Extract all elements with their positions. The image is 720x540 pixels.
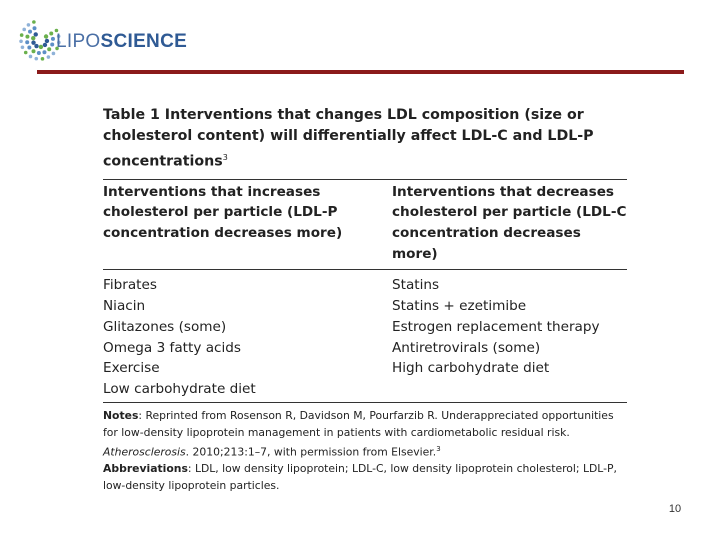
logo-dot — [45, 39, 49, 43]
logo-dot — [31, 36, 35, 40]
left-column-header: Interventions that increases cholesterol per particle (LDL-P concentration decreases more) — [103, 183, 343, 241]
logo-dot — [49, 32, 53, 36]
logo-dot — [47, 47, 51, 51]
table-caption: Table 1 Interventions that changes LDL composition (size or cholesterol content) will differentially affect LDL-C and LDL-P concentrations$^3$ — [103, 107, 594, 170]
right-column-items — [365, 275, 627, 400]
logo-dot — [22, 28, 26, 32]
right-item: Statins — [392, 277, 440, 294]
logo-dot — [34, 44, 38, 48]
logo-dot — [34, 32, 38, 36]
logo-dot — [19, 39, 23, 43]
right-item: High carbohydrate diet — [392, 360, 550, 377]
logo-dot — [27, 23, 31, 27]
brand-name-bold: SCIENCE — [100, 31, 188, 52]
table-header-row — [103, 180, 627, 269]
table-body — [103, 270, 627, 402]
logo-dot — [21, 45, 25, 49]
logo-dot — [44, 34, 48, 38]
logo-dot — [20, 33, 24, 37]
logo-dot — [33, 26, 37, 30]
logo-dot — [25, 35, 29, 39]
logo-dot — [43, 43, 47, 47]
logo-dot — [27, 45, 31, 49]
right-item: Antiretrovirals (some) — [392, 339, 541, 356]
notes-paragraph: Notes: Reprinted from Rosenson R, Davidson M, Pourfarzib R. Underappreciated opportunities for low-density lipoprotein management in patients with cardiometabolic residual risk. Atherosclerosis. 2010;213:1–7, with permission from Elsevier.$^3$ — [103, 408, 614, 459]
table-figure — [103, 105, 627, 494]
logo-dot — [31, 40, 35, 44]
table-notes — [103, 403, 627, 495]
page-number: 10 — [668, 503, 682, 515]
logo-dot — [47, 55, 51, 59]
brand-name-light: LIPO — [56, 31, 101, 52]
left-item: Omega 3 fatty acids — [103, 339, 241, 356]
logo-dot — [52, 52, 56, 56]
right-column-header: Interventions that decreases cholesterol per particle (LDL-C concentration decreases more) — [392, 183, 627, 262]
logo-dot — [29, 55, 33, 59]
abbreviations-paragraph: Abbreviations: LDL, low density lipoprotein; LDL-C, low density lipoprotein cholesterol; LDL-P, low-density lipoprotein particles. — [103, 462, 617, 493]
liposcience-logo — [16, 16, 216, 66]
left-item: Fibrates — [103, 277, 157, 294]
logo-dot — [51, 37, 55, 41]
left-item: Niacin — [103, 297, 146, 314]
logo-dot — [37, 51, 41, 55]
logo-dot — [24, 51, 28, 55]
brand-name — [56, 31, 187, 53]
left-item: Low carbohydrate diet — [103, 381, 256, 398]
logo-dot — [39, 45, 43, 49]
logo-dot — [25, 40, 29, 44]
right-item: Statins + ezetimibe — [392, 297, 527, 314]
logo-dot — [32, 20, 36, 24]
left-item: Exercise — [103, 360, 160, 377]
right-item: Estrogen replacement therapy — [392, 318, 600, 335]
left-column-items — [103, 275, 365, 400]
logo-dot — [28, 30, 32, 34]
logo-dot — [41, 57, 45, 61]
logo-dot — [34, 57, 38, 61]
logo-dot — [32, 49, 36, 53]
left-item: Glitazones (some) — [103, 318, 227, 335]
header-rule — [37, 70, 684, 74]
logo-dot — [50, 42, 54, 46]
logo-dot — [42, 50, 46, 54]
caption-ref: 3 — [222, 153, 228, 162]
